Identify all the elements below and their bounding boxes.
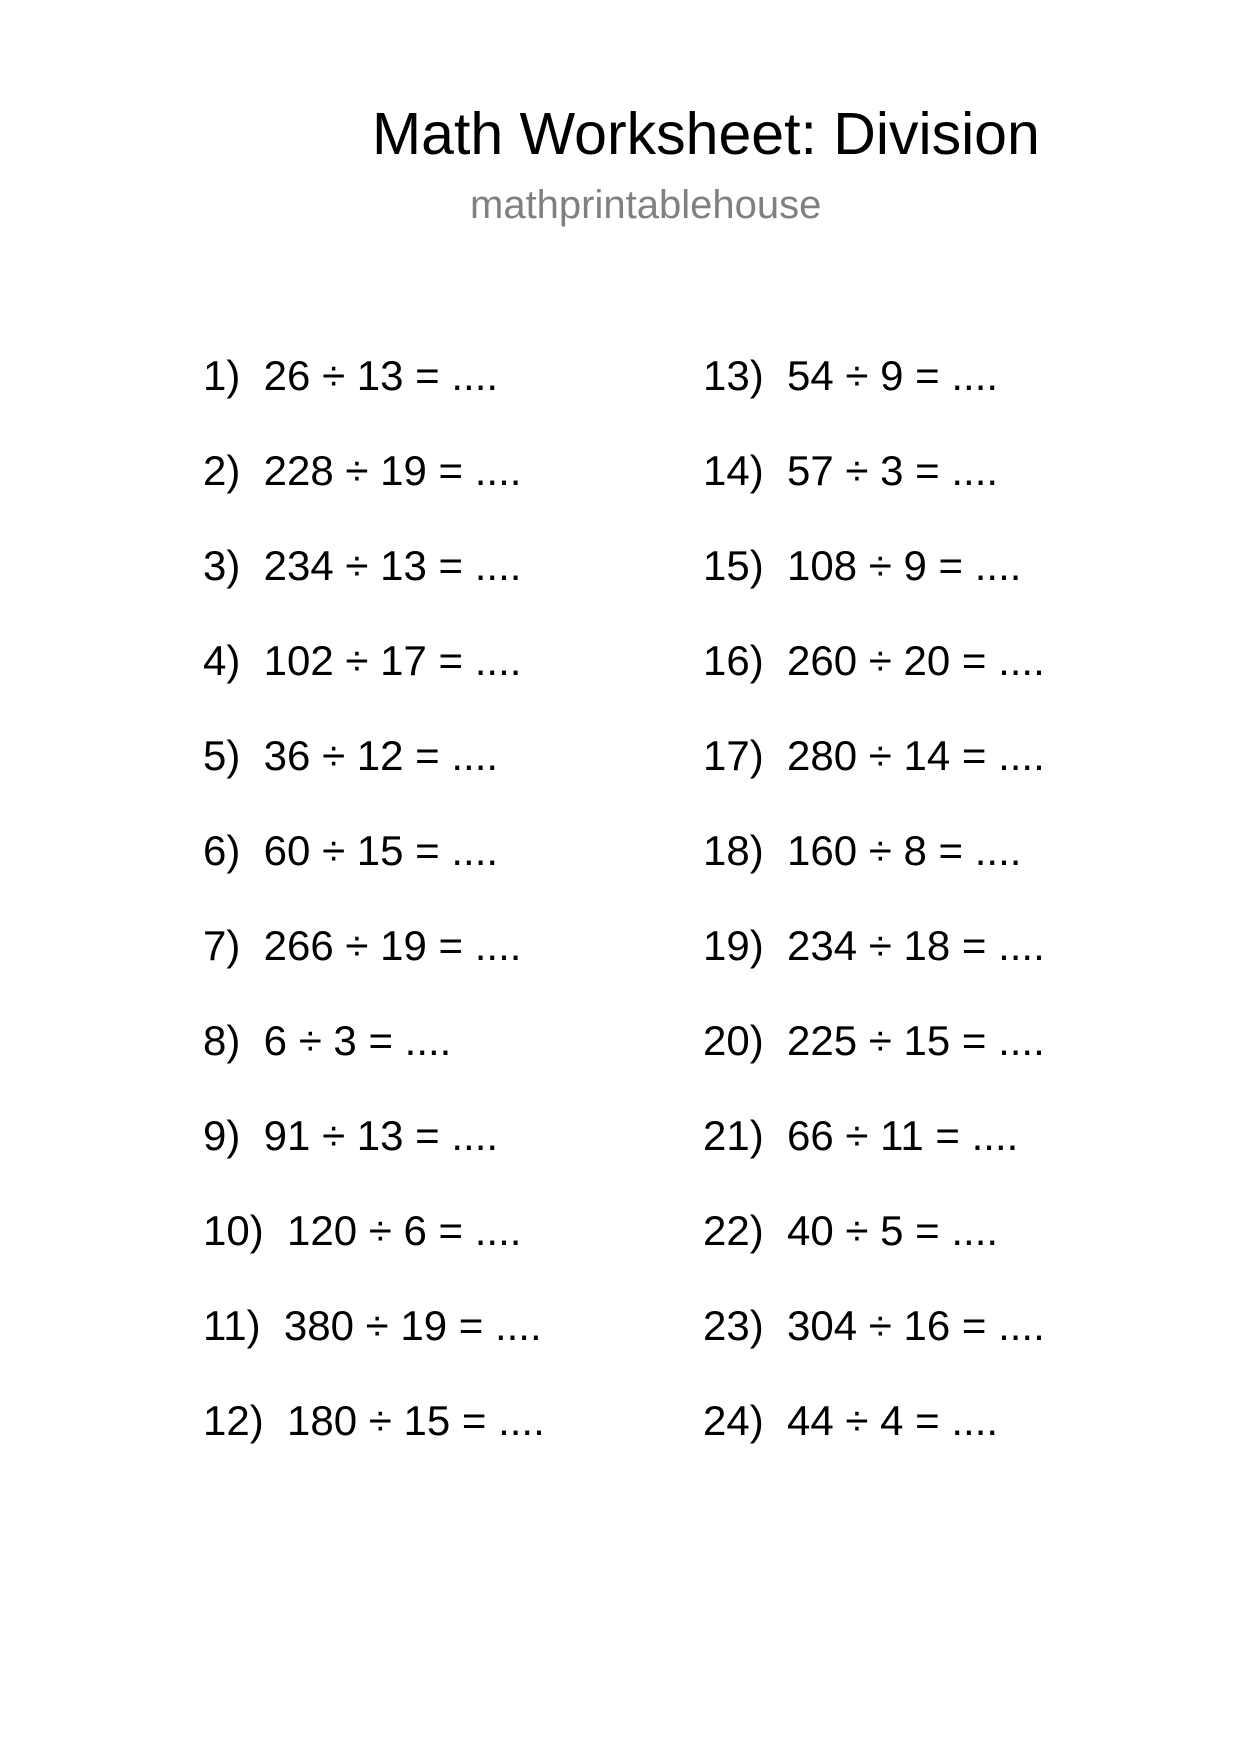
problem-2: 2) 228 ÷ 19 = .... xyxy=(203,447,522,494)
problem-23: 23) 304 ÷ 16 = .... xyxy=(703,1302,1045,1349)
problem-1: 1) 26 ÷ 13 = .... xyxy=(203,352,499,399)
problem-16: 16) 260 ÷ 20 = .... xyxy=(703,637,1045,684)
problem-17: 17) 280 ÷ 14 = .... xyxy=(703,732,1045,779)
problem-7: 7) 266 ÷ 19 = .... xyxy=(203,922,522,969)
problem-19: 19) 234 ÷ 18 = .... xyxy=(703,922,1045,969)
problem-3: 3) 234 ÷ 13 = .... xyxy=(203,542,522,589)
worksheet-title: Math Worksheet: Division xyxy=(372,101,1040,167)
problem-10: 10) 120 ÷ 6 = .... xyxy=(203,1207,522,1254)
problem-18: 18) 160 ÷ 8 = .... xyxy=(703,827,1022,874)
problems-right-column xyxy=(703,352,1163,1492)
problem-6: 6) 60 ÷ 15 = .... xyxy=(203,827,499,874)
problem-5: 5) 36 ÷ 12 = .... xyxy=(203,732,499,779)
problem-11: 11) 380 ÷ 19 = .... xyxy=(203,1302,542,1349)
problem-24: 24) 44 ÷ 4 = .... xyxy=(703,1397,999,1444)
problem-15: 15) 108 ÷ 9 = .... xyxy=(703,542,1022,589)
problem-9: 9) 91 ÷ 13 = .... xyxy=(203,1112,499,1159)
problem-20: 20) 225 ÷ 15 = .... xyxy=(703,1017,1045,1064)
problem-8: 8) 6 ÷ 3 = .... xyxy=(203,1017,452,1064)
problem-21: 21) 66 ÷ 11 = .... xyxy=(703,1112,1019,1159)
problem-13: 13) 54 ÷ 9 = .... xyxy=(703,352,999,399)
problems-left-column xyxy=(203,352,663,1492)
problem-4: 4) 102 ÷ 17 = .... xyxy=(203,637,522,684)
problem-22: 22) 40 ÷ 5 = .... xyxy=(703,1207,999,1254)
problem-12: 12) 180 ÷ 15 = .... xyxy=(203,1397,545,1444)
worksheet-subtitle: mathprintablehouse xyxy=(470,183,822,227)
problem-14: 14) 57 ÷ 3 = .... xyxy=(703,447,999,494)
